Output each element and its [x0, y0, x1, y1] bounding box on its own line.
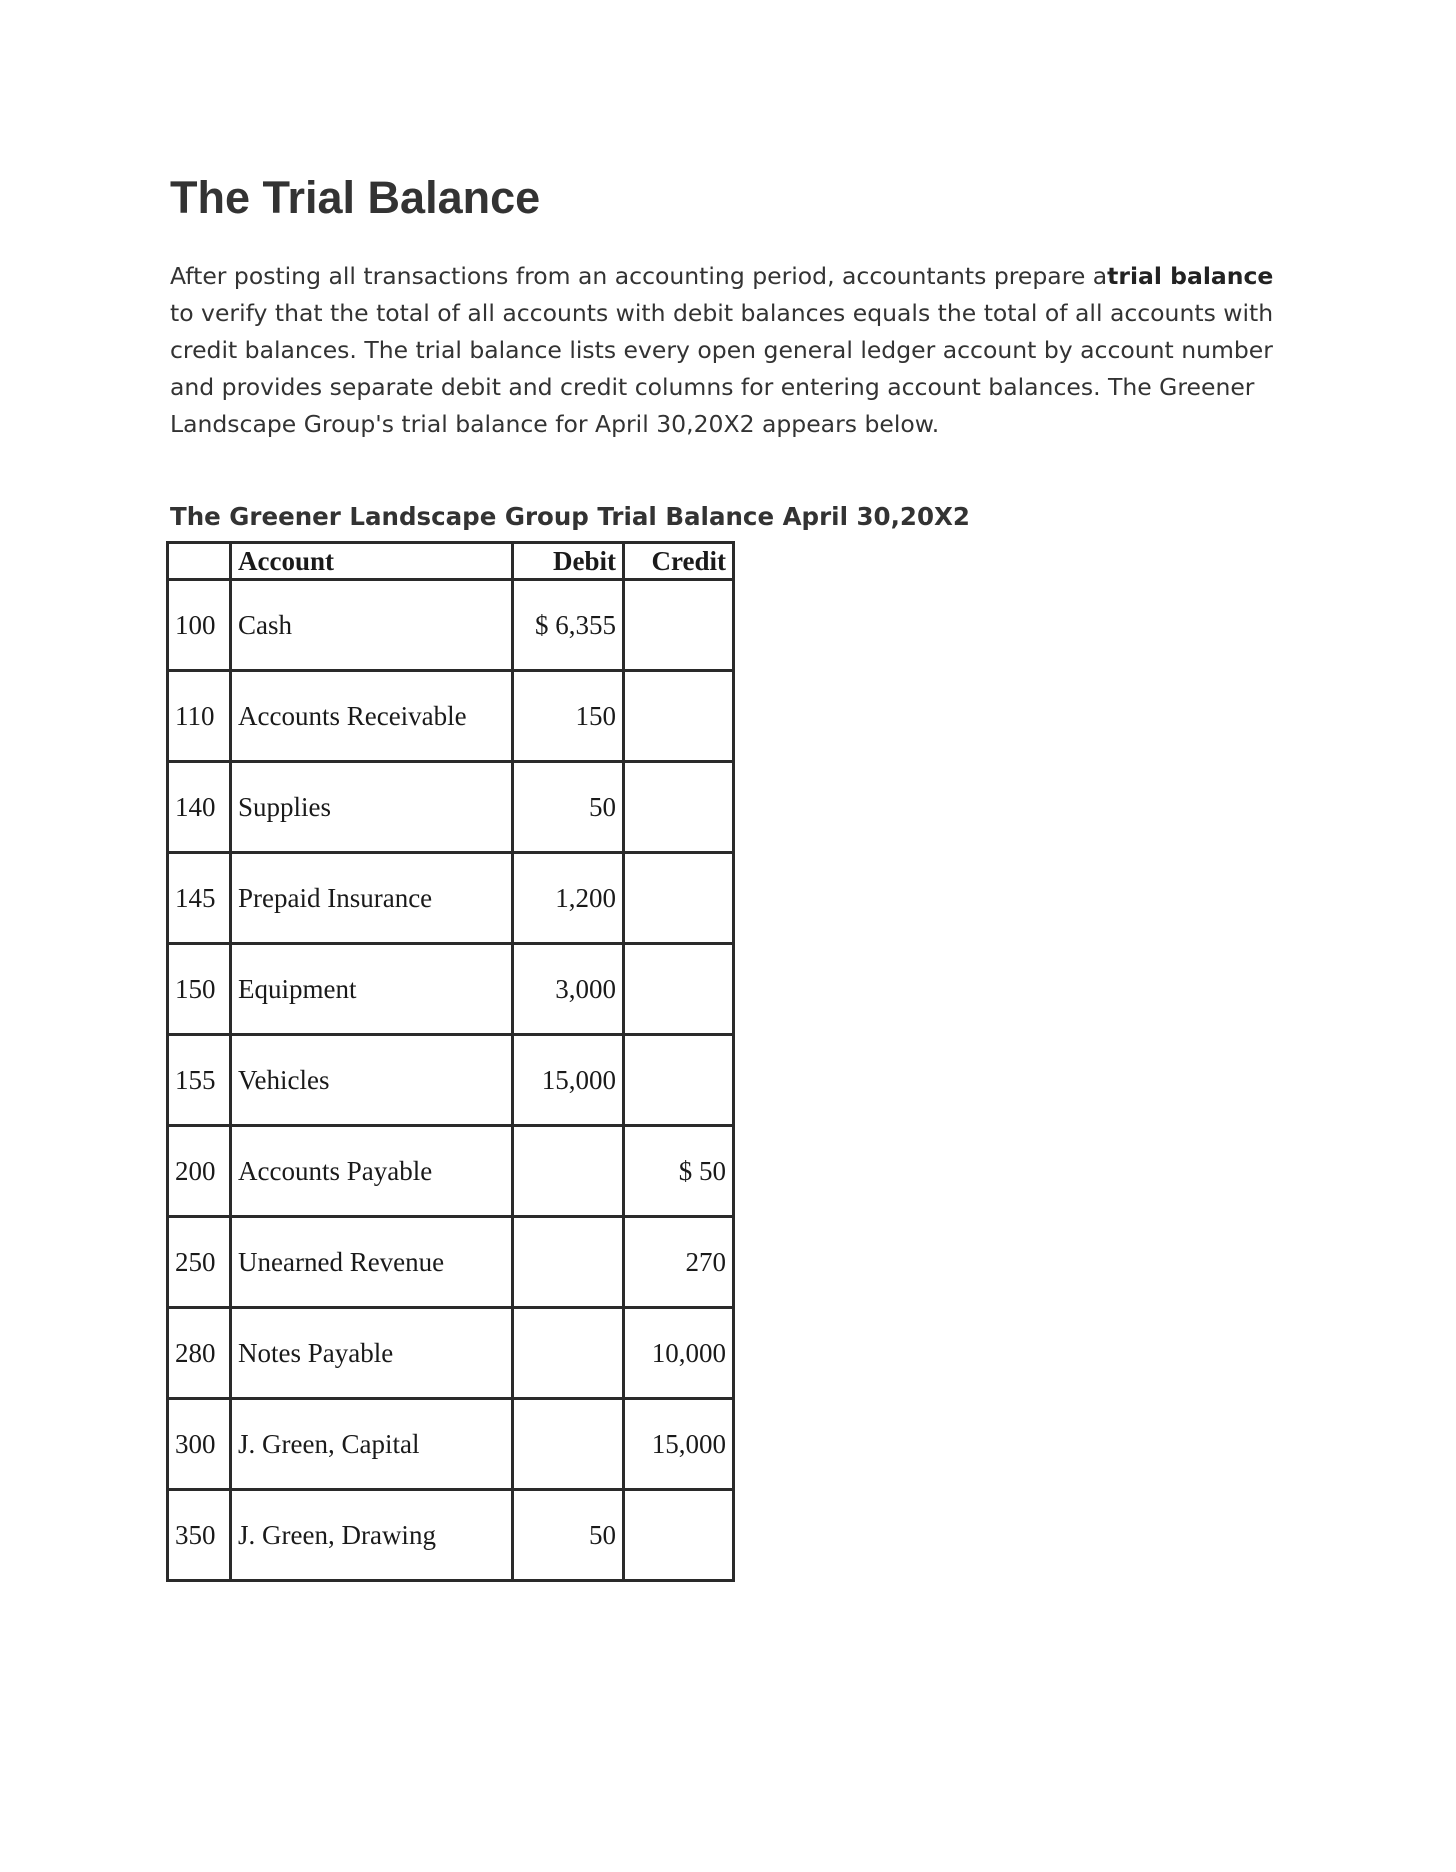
- account-number: 145: [168, 853, 231, 944]
- credit-amount: [624, 944, 734, 1035]
- debit-amount: $ 6,355: [513, 580, 624, 671]
- credit-amount: [624, 580, 734, 671]
- header-number: [168, 543, 231, 580]
- debit-amount: 1,200: [513, 853, 624, 944]
- header-account: Account: [231, 543, 513, 580]
- credit-amount: [624, 1490, 734, 1581]
- account-number: 140: [168, 762, 231, 853]
- table-row: [168, 1126, 734, 1217]
- intro-text-end: to verify that the total of all accounts with debit balances equals the total of all accounts with credit balances. The trial balance lists every open general ledger account by account number and provides separate debit and credit columns for entering account balances. The Greener Landscape Group's trial balance for April 30,20X2 appears below.: [170, 299, 1274, 438]
- debit-amount: [513, 1126, 624, 1217]
- account-name: J. Green, Drawing: [231, 1490, 513, 1581]
- credit-amount: $ 50: [624, 1126, 734, 1217]
- credit-amount: [624, 1035, 734, 1126]
- table-row: [168, 853, 734, 944]
- account-number: 350: [168, 1490, 231, 1581]
- debit-amount: [513, 1399, 624, 1490]
- account-name: Prepaid Insurance: [231, 853, 513, 944]
- account-number: 280: [168, 1308, 231, 1399]
- header-debit: Debit: [513, 543, 624, 580]
- debit-amount: 50: [513, 1490, 624, 1581]
- debit-amount: [513, 1217, 624, 1308]
- intro-text-start: After posting all transactions from an accounting period, accountants prepare a: [170, 262, 1108, 290]
- table-header-row: [168, 543, 734, 580]
- account-name: Notes Payable: [231, 1308, 513, 1399]
- credit-amount: [624, 671, 734, 762]
- intro-bold-term: trial balance: [1107, 262, 1274, 290]
- account-name: Supplies: [231, 762, 513, 853]
- page-title: The Trial Balance: [170, 172, 541, 223]
- account-name: J. Green, Capital: [231, 1399, 513, 1490]
- credit-amount: [624, 762, 734, 853]
- account-name: Vehicles: [231, 1035, 513, 1126]
- table-row: [168, 1035, 734, 1126]
- table-row: [168, 1308, 734, 1399]
- account-number: 250: [168, 1217, 231, 1308]
- table-row: [168, 944, 734, 1035]
- debit-amount: 50: [513, 762, 624, 853]
- account-number: 155: [168, 1035, 231, 1126]
- trial-balance-table: [166, 541, 735, 1582]
- account-name: Equipment: [231, 944, 513, 1035]
- debit-amount: 150: [513, 671, 624, 762]
- table-row: [168, 1217, 734, 1308]
- debit-amount: [513, 1308, 624, 1399]
- table-caption: The Greener Landscape Group Trial Balance April 30,20X2: [170, 502, 970, 531]
- credit-amount: [624, 853, 734, 944]
- table-row: [168, 1399, 734, 1490]
- account-number: 300: [168, 1399, 231, 1490]
- header-credit: Credit: [624, 543, 734, 580]
- account-name: Cash: [231, 580, 513, 671]
- account-number: 150: [168, 944, 231, 1035]
- debit-amount: 15,000: [513, 1035, 624, 1126]
- document-page: [170, 170, 1290, 1582]
- account-number: 100: [168, 580, 231, 671]
- account-name: Accounts Receivable: [231, 671, 513, 762]
- intro-paragraph: [170, 258, 1290, 443]
- account-number: 110: [168, 671, 231, 762]
- table-row: [168, 762, 734, 853]
- credit-amount: 10,000: [624, 1308, 734, 1399]
- credit-amount: 15,000: [624, 1399, 734, 1490]
- account-name: Unearned Revenue: [231, 1217, 513, 1308]
- account-number: 200: [168, 1126, 231, 1217]
- table-row: [168, 671, 734, 762]
- debit-amount: 3,000: [513, 944, 624, 1035]
- credit-amount: 270: [624, 1217, 734, 1308]
- account-name: Accounts Payable: [231, 1126, 513, 1217]
- table-row: [168, 1490, 734, 1581]
- table-row: [168, 580, 734, 671]
